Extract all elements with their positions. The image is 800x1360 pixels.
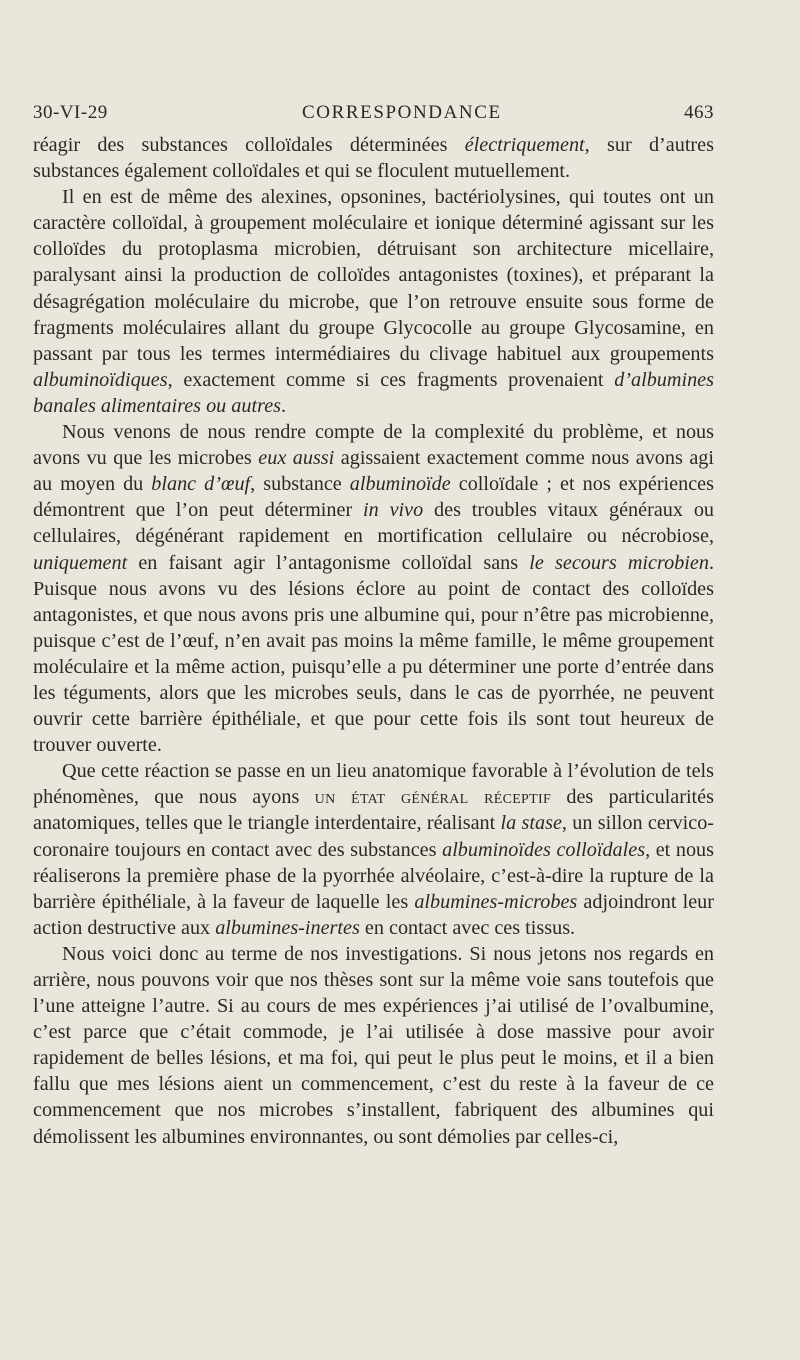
paragraph: [33, 184, 714, 419]
paragraph: [33, 941, 714, 1150]
italic-text: albuminoïde: [349, 473, 451, 496]
text-run: des particularités anatomiques, telles que le triangle interdentaire, réalisant: [33, 786, 714, 835]
italic-text: uniquement: [33, 551, 128, 574]
text-run: des troubles vitaux généraux ou cellulaires, dégénérant rapidement en mortification cellulaire ou nécrobiose,: [33, 499, 715, 548]
italic-text: in vivo: [363, 499, 424, 522]
italic-text: albumines-microbes: [414, 890, 578, 913]
text-run: colloïdale ; et nos expériences démontrent que l’on peut déterminer: [33, 473, 714, 522]
text-run: , un sillon cervico-coronaire toujours en contact avec des substances: [33, 812, 715, 861]
italic-text: électriquement: [464, 134, 585, 156]
text-run: .: [281, 394, 287, 417]
header-date: 30-VI-29: [33, 102, 108, 123]
italic-text: eux aussi: [258, 447, 335, 470]
running-head: [33, 102, 714, 124]
italic-text: blanc d’œuf: [151, 473, 251, 496]
paragraph: [33, 758, 714, 941]
text-run: Nous venons de nous rendre compte de la complexité du problème, et nous avons vu que les microbes: [33, 421, 714, 470]
text-run: agissaient exactement comme nous avons agi au moyen du: [33, 447, 714, 496]
text-run: . Puisque nous avons vu des lésions éclore au point de contact des colloïdes antagonistes, et que nous avons pris une albumine qui, pour n’être pas microbienne, puisque c’est de l’œuf, n’en avait pas moins la même famille, le même groupement moléculaire et la même action, puisqu’elle a pu déterminer une porte d’entrée dans les téguments, alors que les microbes seuls, dans le cas de pyorrhée, ne peuvent ouvrir cette barrière épithéliale, et que pour cette fois ils sont tout heureux de trouver ouverte.: [33, 551, 715, 757]
italic-text: albuminoïdes colloïdales: [442, 838, 646, 861]
italic-text: albumines-inertes: [215, 916, 360, 939]
text-run: , et nous réaliserons la première phase de la pyorrhée alvéolaire, c’est-à-dire la rupture de la barrière épithéliale, à la faveur de laquelle les: [33, 838, 714, 913]
body-text: [33, 132, 714, 1150]
paragraph: [33, 419, 714, 758]
text-run: , substance: [250, 473, 350, 496]
italic-text: le secours microbien: [529, 551, 709, 574]
text-run: réagir des substances colloïdales déterminées: [33, 134, 465, 156]
page-number: 463: [684, 102, 714, 123]
text-run: adjoindront leur action destructive aux: [33, 890, 714, 939]
text-run: , sur d’autres substances également colloïdales et qui se floculent mutuellement.: [33, 134, 714, 183]
text-run: , exactement comme si ces fragments provenaient: [167, 368, 615, 391]
text-run: Nous voici donc au terme de nos investigations. Si nous jetons nos regards en arrière, nous pouvons voir que nos thèses sont sur la même voie sans toutefois que l’une atteigne l’autre. Si au cours de mes expériences j’ai utilisé de l’ovalbumine, c’est parce que c’était commode, je l’ai utilisée à dose massive pour avoir rapidement de belles lésions, et ma foi, qui peut le plus peut le moins, et il a bien fallu que mes lésions aient un commencement, c’est du reste à la faveur de ce commencement que nos microbes s’installent, fabriquent des albumines qui démolissent les albumines environnantes, ou sont démolies par celles-ci,: [33, 942, 714, 1148]
text-run: Que cette réaction se passe en un lieu anatomique favorable à l’évolution de tels phénomènes, que nous ayons: [33, 760, 714, 809]
italic-text: la stase: [500, 812, 562, 835]
text-run: Il en est de même des alexines, opsonines, bactériolysines, qui toutes ont un caractère colloïdal, à groupement moléculaire et ionique déterminé agissant sur les colloïdes du protoplasma microbien, détruisant son architecture micellaire, paralysant ainsi la production de colloïdes antagonistes (toxines), et préparant la désagrégation moléculaire du microbe, que l’on retrouve ensuite sous forme de fragments moléculaires allant du groupe Glycocolle au groupe Glycosamine, en passant par tous les termes intermédiaires du clivage habituel aux groupements: [33, 186, 714, 365]
paragraph: [33, 132, 714, 184]
italic-text: albuminoïdiques: [33, 368, 168, 391]
small-caps-text: un état général réceptif: [314, 786, 552, 809]
header-title: CORRESPONDANCE: [301, 102, 502, 123]
text-run: en faisant agir l’antagonisme colloïdal sans: [127, 551, 530, 574]
italic-text: d’albumines banales alimentaires ou autres: [33, 368, 714, 417]
text-run: en contact avec ces tissus.: [359, 916, 576, 939]
